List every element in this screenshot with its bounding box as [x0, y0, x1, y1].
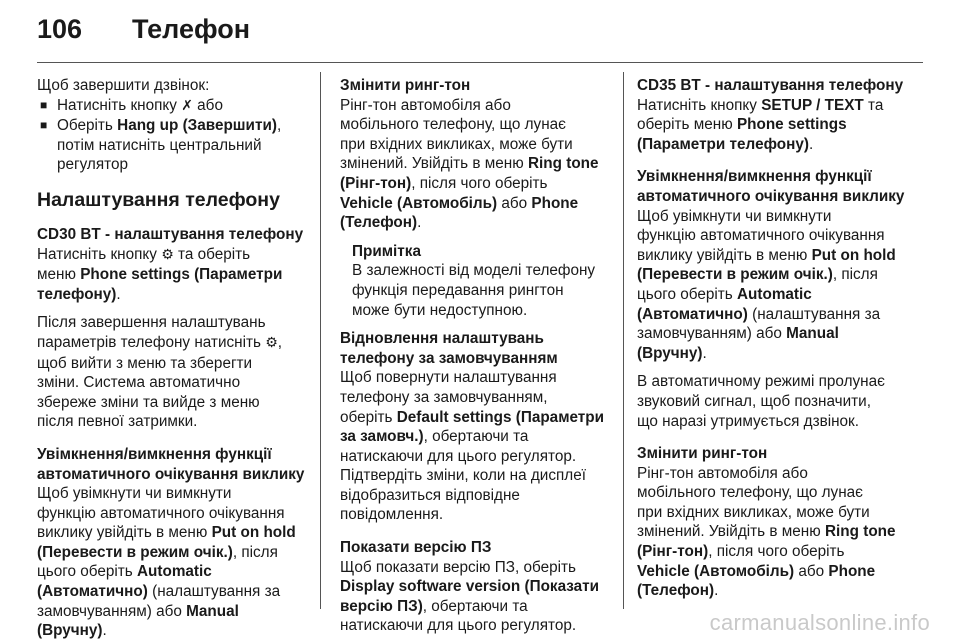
page-title: Телефон — [132, 14, 251, 44]
note-heading: Примітка — [352, 242, 421, 260]
header-divider — [37, 62, 923, 63]
section-heading: Налаштування телефону — [37, 188, 280, 211]
intro-text: Щоб завершити дзвінок: — [37, 77, 210, 94]
page-header — [37, 14, 923, 54]
column-1 — [37, 76, 317, 641]
subheading: Увімкнення/вимкнення функції автоматичного очікування виклику — [637, 168, 905, 205]
column-3 — [637, 76, 927, 601]
subheading: Змінити ринг-тон — [637, 445, 768, 463]
paragraph: Рінг-тон автомобіля або мобільного телефону, що лунає при вхідних викликах, може бути змінений. Увійдіть в меню Ring tone (Рінг-тон), після чого оберіть Vehicle (Автомобіль) або Phone (Телефон). — [637, 464, 896, 600]
paragraph: Щоб повернути налаштування телефону за замовчуванням, оберіть Default settings (Параметри за замовч.), обертаючи та натискаючи для цього регулятор. Підтвердіть зміни, коли на дисплеї відобразиться відповідне повідомлення. — [340, 369, 605, 524]
column-divider — [320, 72, 321, 609]
paragraph: Після завершення налаштувань параметрів телефону натисніть ⚙, щоб вийти з меню та зберегти зміни. Система автоматично збереже зміни та вийде з меню після певної затримки. — [37, 314, 283, 431]
hang-up-icon: ✗ — [181, 97, 193, 114]
paragraph: Щоб увімкнути чи вимкнути функцію автоматичного очікування виклику увійдіть в меню Put on hold (Перевести в режим очік.), після цього оберіть Automatic (Автоматично) (налаштування за замовчуванням) або Manual (Вручну). — [37, 485, 296, 640]
column-2 — [340, 76, 620, 636]
settings-icon: ⚙ — [161, 246, 174, 263]
column-divider — [623, 72, 624, 609]
paragraph: Натисніть кнопку SETUP / TEXT та оберіть меню Phone settings (Параметри телефону). — [637, 96, 884, 153]
subheading: Змінити ринг-тон — [340, 77, 471, 94]
subheading: CD30 BT - налаштування телефону — [37, 225, 304, 243]
paragraph: Щоб увімкнути чи вимкнути функцію автоматичного очікування виклику увійдіть в меню Put on hold (Перевести в режим очік.), після цього оберіть Automatic (Автоматично) (налаштування за замовчуванням) або Manual (Вручну). — [637, 207, 896, 362]
subheading: Відновлення налаштувань телефону за замовчуванням — [340, 330, 558, 367]
list-item: ■ Оберіть Hang up (Завершити), потім натисніть центральний регулятор — [37, 116, 317, 175]
watermark: carmanualsonline.info — [709, 610, 930, 635]
subheading: Показати версію ПЗ — [340, 539, 492, 557]
paragraph: Щоб показати версію ПЗ, оберіть Display software version (Показати версію ПЗ), обертаючи та натискаючи для цього регулятор. — [340, 558, 600, 635]
paragraph: Натисніть кнопку ⚙ та оберіть меню Phone settings (Параметри телефону). — [37, 245, 283, 303]
note-text: В залежності від моделі телефону функція передавання рингтон може бути недоступною. — [352, 262, 596, 319]
settings-icon: ⚙ — [265, 334, 278, 351]
note-box — [340, 242, 620, 320]
list-item: ■ Натисніть кнопку ✗ або — [37, 96, 317, 117]
paragraph: Рінг-тон автомобіля або мобільного телефону, що лунає при вхідних викликах, може бути змінений. Увійдіть в меню Ring tone (Рінг-тон), після чого оберіть Vehicle (Автомобіль) або Phone (Телефон). — [340, 96, 599, 232]
paragraph: В автоматичному режимі пролунає звуковий сигнал, щоб позначити, що наразі утримується дзвінок. — [637, 373, 885, 430]
page-number: 106 — [37, 14, 83, 44]
subheading: Увімкнення/вимкнення функції автоматичного очікування виклику — [37, 445, 305, 483]
subheading: CD35 BT - налаштування телефону — [637, 77, 904, 94]
